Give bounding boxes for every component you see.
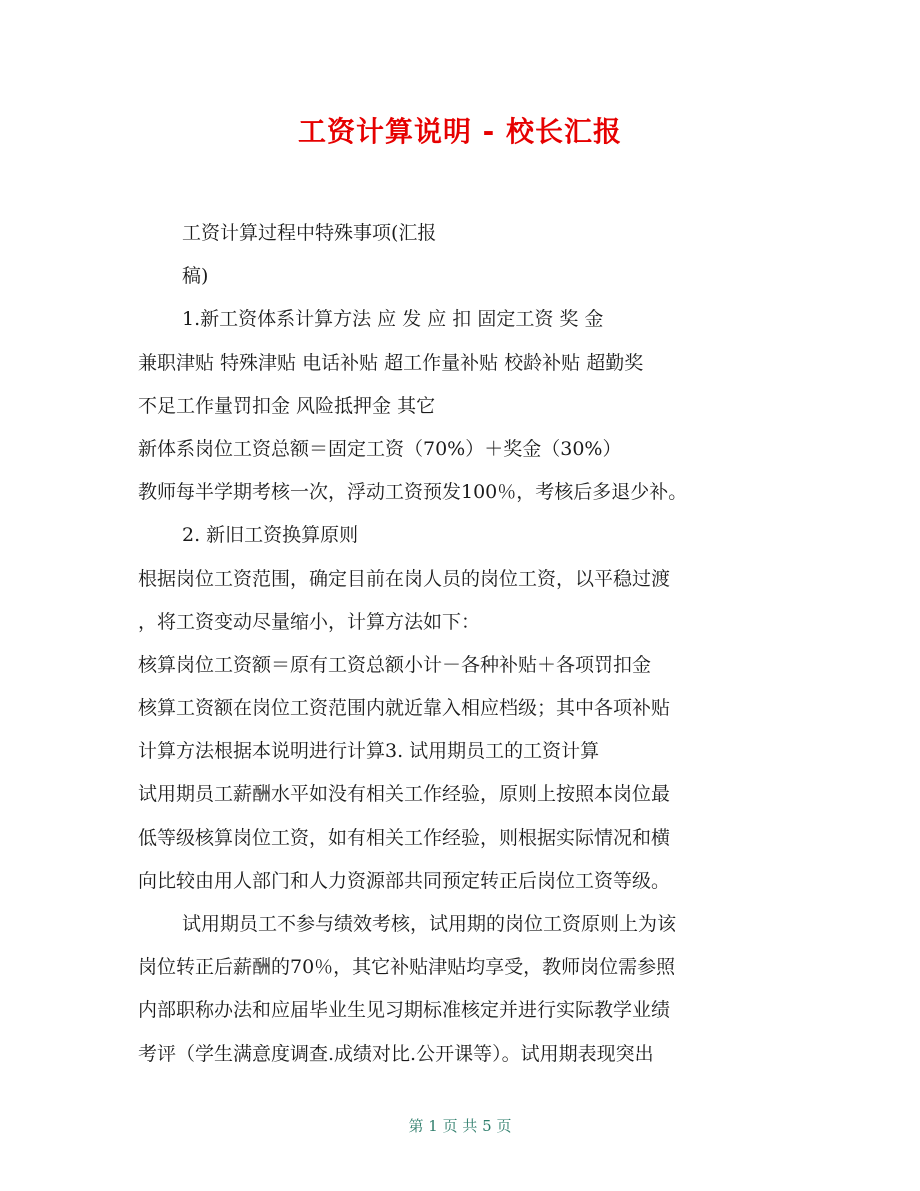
paragraph-line: 2. 新旧工资换算原则 <box>182 524 359 547</box>
paragraph-line: 稿) <box>182 265 209 288</box>
paragraph-line: 新体系岗位工资总额＝固定工资（70%）＋奖金（30%） <box>138 437 622 460</box>
paragraph-line: ，将工资变动尽量缩小，计算方法如下： <box>138 610 481 633</box>
document-title: 工资计算说明 - 校长汇报 <box>297 115 623 148</box>
paragraph-line: 计算方法根据本说明进行计算3. 试用期员工的工资计算 <box>138 740 600 763</box>
page-number-footer: 第 1 页 共 5 页 <box>408 1117 512 1135</box>
paragraph-line: 核算工资额在岗位工资范围内就近靠入相应档级；其中各项补贴 <box>138 697 671 720</box>
paragraph-line: 岗位转正后薪酬的70％，其它补贴津贴均享受，教师岗位需参照 <box>138 956 676 979</box>
paragraph-line: 教师每半学期考核一次，浮动工资预发100％，考核后多退少补。 <box>138 481 688 504</box>
paragraph-line: 试用期员工薪酬水平如没有相关工作经验，原则上按照本岗位最 <box>138 783 671 806</box>
paragraph-line: 不足工作量罚扣金 风险抵押金 其它 <box>138 394 436 417</box>
paragraph-line: 兼职津贴 特殊津贴 电话补贴 超工作量补贴 校龄补贴 超勤奖 <box>138 351 644 374</box>
paragraph-line: 1.新工资体系计算方法 应 发 应 扣 固定工资 奖 金 <box>182 308 604 331</box>
document-body <box>138 212 778 1076</box>
paragraph-line: 内部职称办法和应届毕业生见习期标准核定并进行实际教学业绩 <box>138 999 671 1022</box>
paragraph-line: 试用期员工不参与绩效考核，试用期的岗位工资原则上为该 <box>182 913 677 935</box>
paragraph-line: 考评（学生满意度调查.成绩对比.公开课等）。试用期表现突出 <box>138 1042 654 1065</box>
paragraph-line: 根据岗位工资范围，确定目前在岗人员的岗位工资，以平稳过渡 <box>138 567 671 590</box>
paragraph-line: 核算岗位工资额＝原有工资总额小计－各种补贴＋各项罚扣金 <box>138 653 652 676</box>
paragraph-line: 向比较由用人部门和人力资源部共同预定转正后岗位工资等级。 <box>138 869 671 892</box>
paragraph-line: 工资计算过程中特殊事项(汇报 <box>182 222 437 244</box>
paragraph-line: 低等级核算岗位工资，如有相关工作经验，则根据实际情况和横 <box>138 826 671 849</box>
